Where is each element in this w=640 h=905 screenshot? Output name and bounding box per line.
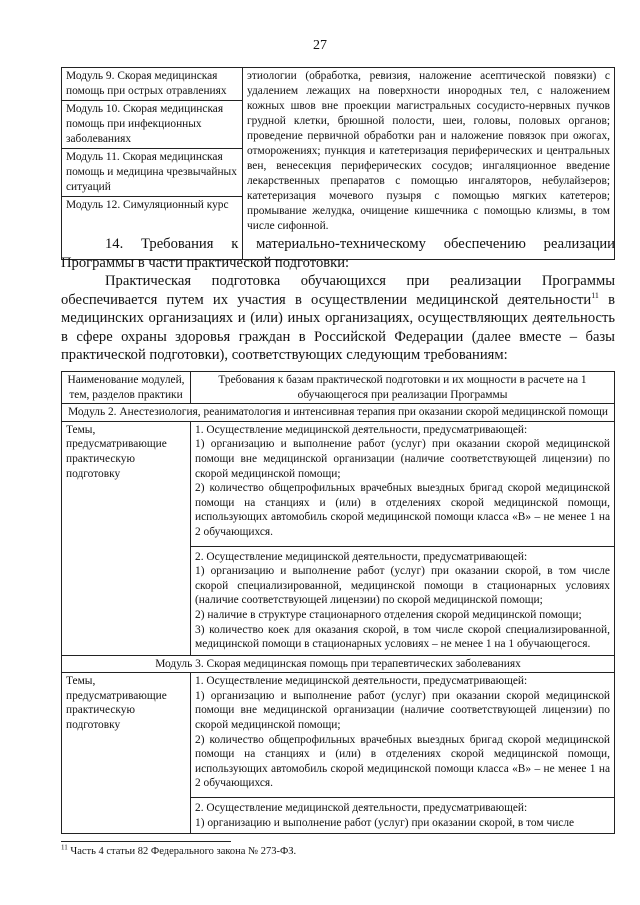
col-header-requirements: Требования к базам практической подготовки и их мощности в расчете на 1 обучающегося при реализации Программы [191,372,615,404]
requirement-line: 2. Осуществление медицинской деятельности, предусматривающей: [195,550,528,563]
module-requirements-cell: этиологии (обработка, ревизия, наложение асептической повязки) с удалением лежащих на поверхности инородных тел, с наложением кожных швов вне проекции магистральных сосудисто-нервных пучков грудной клетки, брюшной полости, шеи, головы, половых органов; проведение первичной обработки ран и наложение повязок при ожогах, отморожениях; пункция и катетеризация периферических и центральных вен, венесекция периферических сосудов; ингаляционное введение лекарственных препаратов с помощью ингаляторов, небулайзеров; катетеризация мочевого пузыря с помощью мягких катетеров; промывание желудка, очищение кишечника с помощью клизмы, в том числе сифонной. [243,68,615,260]
requirement-block [191,797,614,832]
requirement-block [191,546,614,654]
footnote-separator [61,841,231,842]
section-14-heading: 14. Требования к материально-техническому обеспечению реализации Программы в части практической подготовки: [61,236,615,271]
requirements-body-cell [191,421,615,655]
paragraph-text-end: в медицинских организациях и (или) иных организациях, осуществляющих деятельность в сфере охраны здоровья граждан в Российской Федерации (далее вместе – базы практической подготовки), соответствующих следующим требованиям: [61,291,615,363]
module-10-cell: Модуль 10. Скорая медицинская помощь при инфекционных заболеваниях [62,101,243,149]
requirement-line: 1) организацию и выполнение работ (услуг) при оказании скорой, в том числе скорой специализированной, медицинской помощи в стационарных условиях (наличие соответствующей лицензии) по скорой медицинской помощи; [195,565,610,607]
topic-cell: Темы, предусматривающие практическую подготовку [62,673,191,834]
module-11-cell: Модуль 11. Скорая медицинская помощь и медицина чрезвычайных ситуаций [62,149,243,197]
requirement-line: 1) организацию и выполнение работ (услуг) при оказании скорой медицинской помощи вне медицинской организации (наличие соответствующей лицензии) по скорой медицинской помощи; [195,689,610,732]
requirement-line: 3) количество коек для оказания скорой, в том числе скорой специализированной, медицинской помощи в стационарных условиях – не менее 1 на 1 обучающегося. [195,623,610,651]
paragraph-text-start: Практическая подготовка обучающихся при реализации Программы обеспечивается путем их участия в осуществлении медицинской деятельности [61,273,615,308]
col-header-modules: Наименование модулей, тем, разделов практики [62,372,191,404]
requirement-line: 2) количество общепрофильных врачебных выездных бригад скорой медицинской помощи на станциях и (или) в отделениях скорой медицинской помощи, использующих автомобиль скорой медицинской помощи класса «В» – не менее 1 на 2 обучающихся. [195,733,610,790]
requirement-line: 1) организацию и выполнение работ (услуг) при оказании скорой медицинской помощи вне медицинской организации (наличие соответствующей лицензии) по скорой медицинской помощи; [195,438,610,480]
footnote [61,843,297,857]
requirement-line: 1. Осуществление медицинской деятельности, предусматривающей: [195,423,528,436]
footnote-number: 11 [61,843,68,852]
module-9-cell: Модуль 9. Скорая медицинская помощь при острых отравлениях [62,68,243,101]
requirement-line: 2) количество общепрофильных врачебных выездных бригад скорой медицинской помощи на станциях и (или) в отделениях скорой медицинской помощи, использующих автомобиль скорой медицинской помощи класса «В» – не менее 1 на 2 обучающихся. [195,482,610,538]
requirement-line: 2. Осуществление медицинской деятельности, предусматривающей: [195,802,528,815]
requirements-table [61,371,615,834]
topic-cell: Темы, предусматривающие практическую подготовку [62,421,191,655]
page-number: 27 [313,38,327,53]
requirement-line: 2) наличие в структуре стационарного отделения скорой медицинской помощи; [195,608,582,621]
footnote-text: Часть 4 статьи 82 Федерального закона № 273-ФЗ. [67,846,297,857]
module-title-row: Модуль 3. Скорая медицинская помощь при терапевтических заболеваниях [62,655,615,673]
requirement-block [195,674,610,797]
requirement-line: 1. Осуществление медицинской деятельности, предусматривающей: [195,675,528,688]
modules-table-continuation [61,67,615,260]
requirement-block [195,423,610,546]
module-title-row: Модуль 2. Анестезиология, реаниматология и интенсивная терапия при оказании скорой медицинской помощи [62,404,615,422]
requirement-line: 1) организацию и выполнение работ (услуг) при оказании скорой, в том числе [195,816,575,829]
practical-training-paragraph [61,272,615,365]
requirements-body-cell [191,673,615,834]
footnote-ref: 11 [591,290,599,300]
module-12-cell: Модуль 12. Симуляционный курс [62,197,243,260]
